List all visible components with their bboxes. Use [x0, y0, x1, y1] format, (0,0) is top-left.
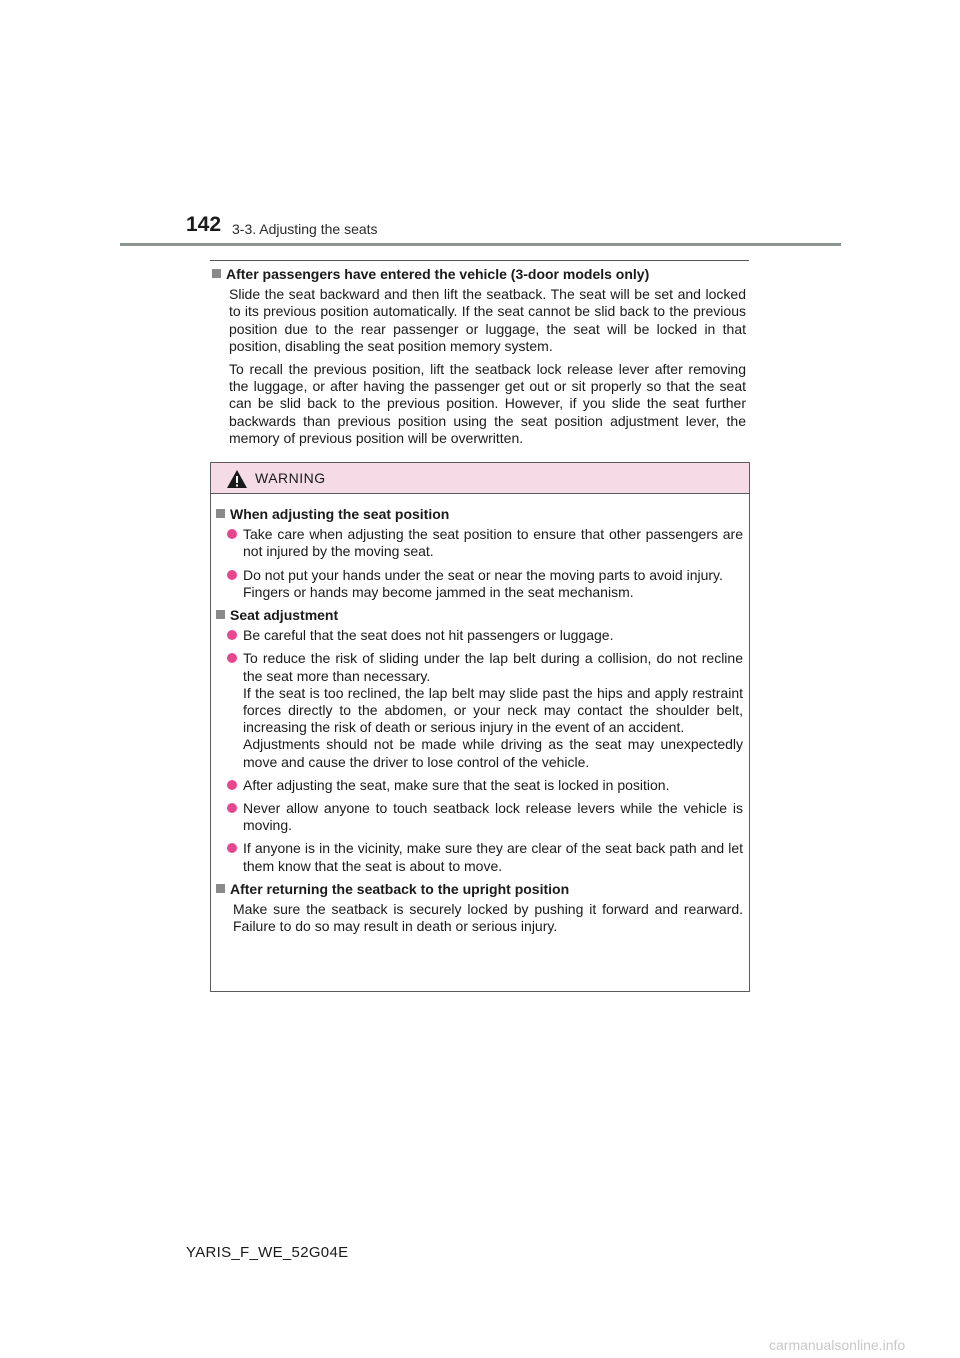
dot-bullet-icon [227, 653, 237, 663]
section-title: 3-3. Adjusting the seats [232, 221, 378, 237]
warning-section-heading [216, 607, 743, 624]
dot-bullet-icon [227, 843, 237, 853]
warning-bullet [227, 650, 743, 770]
bullet-line: Adjustments should not be made while driving as the seat may unexpectedly move and cause the driver to lose control of the vehicle. [243, 736, 743, 770]
document-code: YARIS_F_WE_52G04E [186, 1244, 349, 1261]
warning-section-heading [216, 506, 743, 523]
square-bullet-icon [216, 884, 225, 893]
intro-heading-text: After passengers have entered the vehicle (3-door models only) [226, 266, 650, 282]
warning-bullet [227, 800, 743, 834]
bullet-line: Take care when adjusting the seat position to ensure that other passengers are not injured by the moving seat. [243, 526, 743, 560]
warning-section [216, 607, 743, 875]
bullet-text [243, 567, 743, 601]
warning-section-heading [216, 881, 743, 898]
warning-title: WARNING [255, 470, 326, 486]
intro-heading [212, 266, 746, 283]
bullet-text [243, 777, 743, 794]
dot-bullet-icon [227, 630, 237, 640]
warning-header [211, 463, 749, 494]
bullet-line: If the seat is too reclined, the lap belt may slide past the hips and apply restraint forces directly to the abdomen, or your neck may contact the shoulder belt, increasing the risk of death or serious injury in the event of an accident. [243, 684, 743, 736]
bullet-line: Be careful that the seat does not hit passengers or luggage. [243, 627, 614, 644]
bullet-line: Never allow anyone to touch seatback lock release levers while the vehicle is moving. [243, 800, 743, 834]
warning-bullet [227, 526, 743, 560]
intro-paragraph: To recall the previous position, lift the seatback lock release lever after removing the luggage, or after having the passenger get out or sit properly so that the seat can be slid back to the previous position. However, if you slide the seat further backwards than previous position using the seat position adjustment lever, the memory of previous position will be overwritten. [229, 361, 746, 446]
content-divider [210, 260, 749, 261]
square-bullet-icon [216, 610, 225, 619]
warning-section [216, 506, 743, 601]
bullet-line: Fingers or hands may become jammed in the seat mechanism. [243, 583, 634, 600]
bullet-line: Do not put your hands under the seat or near the moving parts to avoid injury. [243, 566, 723, 583]
dot-bullet-icon [227, 570, 237, 580]
warning-box [210, 462, 750, 992]
bullet-text [243, 650, 743, 770]
square-bullet-icon [216, 509, 225, 518]
warning-section-heading-text: When adjusting the seat position [230, 506, 450, 522]
warning-bullet [227, 777, 743, 794]
warning-body [211, 494, 749, 935]
bullet-line: If anyone is in the vicinity, make sure they are clear of the seat back path and let them know that the seat is about to move. [243, 840, 743, 874]
warning-section-heading-text: Seat adjustment [230, 607, 339, 624]
intro-paragraph: Slide the seat backward and then lift the seatback. The seat will be set and locked to its previous position automatically. If the seat cannot be slid back to the previous position due to the rear passenger or luggage, the seat will be locked in that position, disabling the seat position memory system. [229, 286, 746, 354]
warning-bullet [227, 627, 743, 644]
header-divider [120, 243, 841, 246]
bullet-text [243, 840, 743, 874]
warning-bullet [227, 567, 743, 601]
dot-bullet-icon [227, 780, 237, 790]
dot-bullet-icon [227, 529, 237, 539]
dot-bullet-icon [227, 803, 237, 813]
bullet-line: To reduce the risk of sliding under the lap belt during a collision, do not recline the seat more than necessary. [243, 650, 743, 684]
warning-section-heading-text: After returning the seatback to the upright position [230, 880, 570, 897]
square-bullet-icon [212, 269, 221, 278]
bullet-line: After adjusting the seat, make sure that the seat is locked in position. [243, 776, 670, 793]
page-number: 142 [186, 213, 222, 236]
watermark: carmanualsonline.info [769, 1337, 906, 1353]
bullet-text [243, 627, 743, 644]
warning-triangle-icon [226, 469, 248, 489]
intro-section [212, 266, 746, 447]
warning-section-text: Make sure the seatback is securely locked by pushing it forward and rearward. Failure to do so may result in death or serious injury. [233, 901, 743, 935]
warning-bullet [227, 840, 743, 874]
bullet-text [243, 800, 743, 834]
warning-section [216, 881, 743, 936]
bullet-text [243, 526, 743, 560]
